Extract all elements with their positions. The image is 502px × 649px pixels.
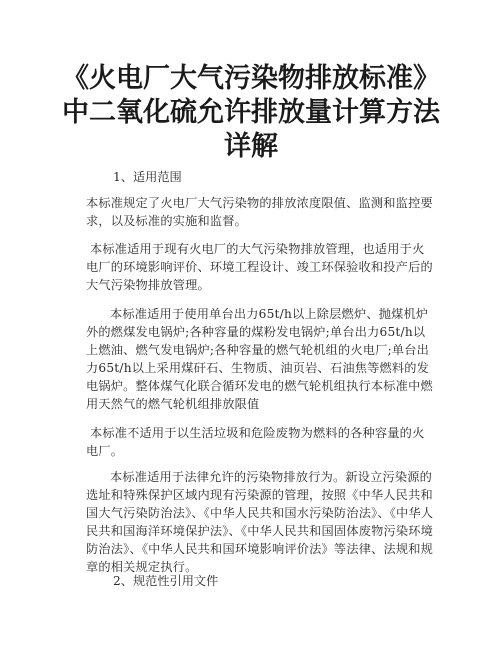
paragraph-boiler-scope: 本标准适用于使用单台出力65t/h以上除层燃炉、抛煤机炉外的燃煤发电锅炉;各种容量的煤粉发电锅炉;单台出力65t/h以上燃油、燃气发电锅炉;各种容量的燃气轮机组的火电厂;单台出力65t/h以上采用煤矸石、生物质、油页岩、石油焦等燃料的发电锅炉。整体煤气化联合循环发电的燃气轮机组执行本标准中燃用天然气的燃气轮机组排放限值 (86, 307, 433, 411)
section-heading-references: 2、规范性引用文件 (113, 574, 219, 588)
document-title-line-1: 《火电厂大气污染物排放标准》 (62, 63, 440, 94)
document-title-line-2: 中二氧化硫允许排放量计算方法 (62, 97, 440, 128)
document-title-line-3: 详解 (224, 131, 278, 162)
paragraph-exclusions: 本标准不适用于以生活垃圾和危险废物为燃料的各种容量的火电厂。 (86, 426, 425, 458)
paragraph-legal-basis: 本标准适用于法律允许的污染物排放行为。新设立污染源的选址和特殊保护区域内现有污染源的管理，按照《中华人民共和国大气污染防治法》、《中华人民共和国水污染防治法》、《中华人民共和国海洋环境保护法》、《中华人民共和国固体废物污染环境防治法》、《中华人民共和国环境影响评价法》等法律、法规和规章的相关规定执行。 (86, 470, 434, 574)
section-heading-scope: 1、适用范围 (113, 170, 182, 184)
paragraph-applicability: 本标准适用于现有火电厂的大气污染物排放管理，也适用于火电厂的环境影响评价、环境工程设计、竣工环保验收和投产后的大气污染物排放管理。 (86, 242, 433, 292)
paragraph-scope-definition: 本标准规定了火电厂大气污染物的排放浓度限值、监测和监控要求，以及标准的实施和监督。 (86, 196, 433, 228)
